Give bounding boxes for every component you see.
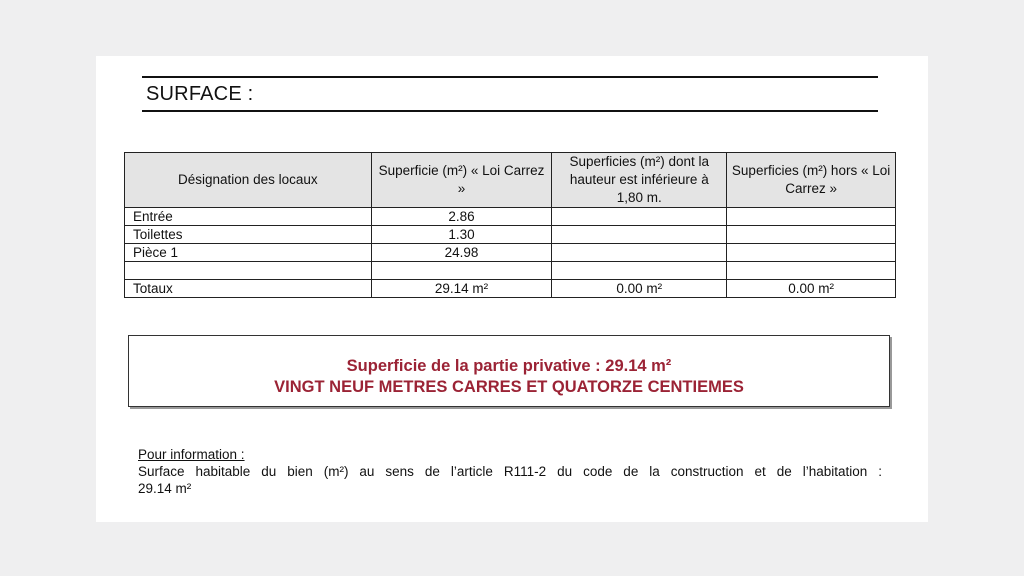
totals-carrez: 29.14 m² [371,280,552,298]
table-row [125,226,896,244]
header-hauteur-inferieure: Superficies (m²) dont la hauteur est inférieure à 1,80 m. [552,153,727,208]
information-value: 29.14 m² [138,481,192,496]
information-text: Surface habitable du bien (m²) au sens de l’article R111-2 du code de la construction et de l’habitation : [138,464,882,479]
totals-hors: 0.00 m² [727,280,896,298]
header-hors-carrez: Superficies (m²) hors « Loi Carrez » [727,153,896,208]
row-hauteur [552,262,727,280]
table-header-row [125,153,896,208]
table-totals-row [125,280,896,298]
row-designation: Pièce 1 [125,244,372,262]
header-designation: Désignation des locaux [125,153,372,208]
row-designation: Entrée [125,208,372,226]
row-hors [727,244,896,262]
row-carrez: 2.86 [371,208,552,226]
table-row [125,208,896,226]
row-designation [125,262,372,280]
row-hauteur [552,208,727,226]
header-superficie-carrez: Superficie (m²) « Loi Carrez » [371,153,552,208]
table-row-empty [125,262,896,280]
table-row [125,244,896,262]
row-hors [727,208,896,226]
information-note [138,446,882,497]
row-carrez [371,262,552,280]
section-title-block [142,76,878,112]
row-carrez: 24.98 [371,244,552,262]
information-heading: Pour information : [138,447,245,462]
row-designation: Toilettes [125,226,372,244]
row-hauteur [552,226,727,244]
document-page [96,56,928,522]
privative-surface-words: VINGT NEUF METRES CARRES ET QUATORZE CENTIEMES [274,378,744,396]
row-hauteur [552,244,727,262]
totals-hauteur: 0.00 m² [552,280,727,298]
row-hors [727,262,896,280]
row-carrez: 1.30 [371,226,552,244]
row-hors [727,226,896,244]
privative-surface-value: Superficie de la partie privative : 29.14 m² [346,357,672,375]
surface-table [124,152,896,298]
section-title: SURFACE : [146,83,254,105]
totals-label: Totaux [125,280,372,298]
privative-surface-box [128,335,890,407]
